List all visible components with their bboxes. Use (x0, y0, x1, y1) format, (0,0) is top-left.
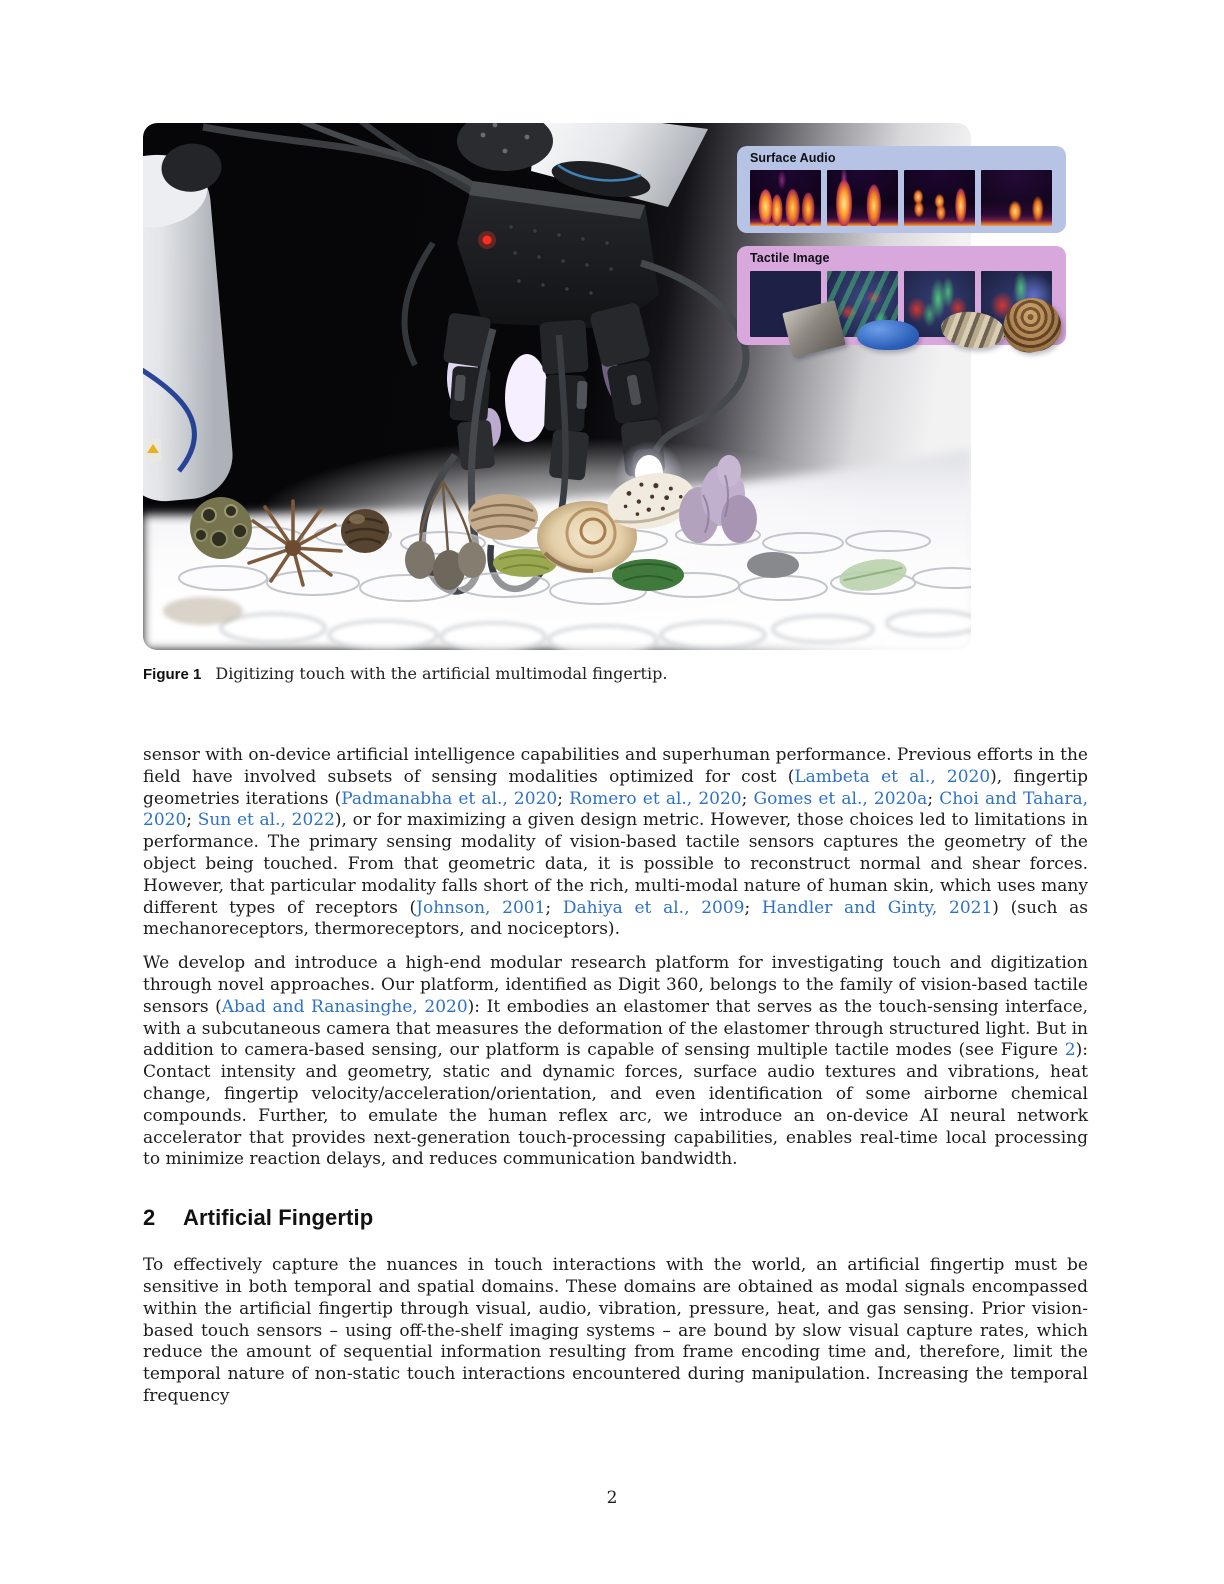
spectrogram-row (750, 170, 1052, 226)
surface-audio-panel (737, 146, 1066, 233)
paragraph-1 (143, 745, 1088, 941)
text-run: ; (557, 788, 570, 809)
paragraph-2 (143, 953, 1088, 1171)
spectrogram-thumb (904, 170, 975, 226)
citation-link[interactable]: Gomes et al., 2020a (753, 788, 928, 809)
figure-caption-text: Digitizing touch with the artificial multimodal fingertip. (215, 664, 668, 683)
tactile-image-label: Tactile Image (750, 251, 830, 265)
spectrogram-thumb (750, 170, 821, 226)
blue-cloth-object (857, 320, 919, 350)
text-run: ; (741, 788, 754, 809)
citation-link[interactable]: 2 (1064, 1040, 1076, 1061)
spectrogram-thumb (981, 170, 1052, 226)
citation-link[interactable]: Abad and Ranasinghe, 2020 (221, 996, 468, 1017)
figure-caption-label: Figure 1 (143, 666, 202, 683)
text-run: ; (744, 897, 762, 918)
section-heading (143, 1205, 1088, 1231)
section-number: 2 (143, 1205, 156, 1231)
text-run: We develop and introduce a high-end modular research platform for investigating touch and digitization through novel approaches. Our platform, identified as Digit 360, belongs to the family of vision-based tactile sensors ( (143, 953, 1088, 1017)
figure-caption (143, 664, 1088, 685)
paragraph-3 (143, 1255, 1088, 1408)
text-run: ; (545, 897, 563, 918)
citation-link[interactable]: Choi and Tahara, 2020 (143, 788, 1088, 831)
page-number: 2 (606, 1488, 618, 1508)
article-body (143, 664, 1088, 1420)
tactile-image-panel (737, 246, 1066, 345)
figure-1 (143, 123, 1066, 663)
citation-link[interactable]: Dahiya et al., 2009 (562, 897, 745, 918)
spectrogram-thumb (827, 170, 898, 226)
text-run: sensor with on-device artificial intelligence capabilities and superhuman performance. Previous efforts in the field have involved subsets of sensing modalities optimized for cost ( (143, 745, 1088, 787)
citation-link[interactable]: Lambeta et al., 2020 (794, 766, 991, 787)
section-title: Artificial Fingertip (183, 1205, 374, 1231)
text-run: ): Contact intensity and geometry, static and dynamic forces, surface audio textures and vibrations, heat change, fingertip velocity/acceleration/orientation, and even identification of some airborne chemical compounds. Further, to emulate the human reflex arc, we introduce an on-device AI neural network accelerator that provides next-generation touch-processing capabilities, enables real-time local processing to minimize reaction delays, and reduces communication bandwidth. (143, 1040, 1088, 1170)
text-run: ), or for maximizing a given design metric. However, those choices led to limitations in performance. The primary sensing modality of vision-based tactile sensors captures the geometry of the object being touched. From that geometric data, it is possible to reconstruct normal and shear forces. However, that particular modality falls short of the rich, multi-modal nature of human skin, which uses many different types of receptors ( (143, 810, 1088, 918)
text-run: ): It embodies an elastomer that serves as the touch-sensing interface, with a subcutaneous camera that measures the deformation of the elastomer through structured light. But in addition to camera-based sensing, our platform is capable of sensing multiple tactile modes (see Figure (143, 996, 1088, 1061)
citation-link[interactable]: Johnson, 2001 (416, 897, 546, 918)
surface-audio-label: Surface Audio (750, 151, 836, 165)
citation-link[interactable]: Romero et al., 2020 (569, 788, 742, 809)
text-run: ; (186, 810, 198, 831)
text-run: ) (such as mechanoreceptors, thermoreceptors, and nociceptors). (143, 897, 1088, 940)
citation-link[interactable]: Sun et al., 2022 (197, 810, 335, 831)
text-run: To effectively capture the nuances in touch interactions with the world, an artificial fingertip must be sensitive in both temporal and spatial domains. These domains are obtained as modal signals encompassed within the artificial fingertip through visual, audio, vibration, pressure, heat, and gas sensing. Prior vision-based touch sensors – using off-the-shelf imaging systems – are bound by slow visual capture rates, which reduce the amount of sequential information resulting from frame encoding time and, therefore, limit the temporal nature of non-static touch interactions encountered during manipulation. Increasing the temporal frequency (143, 1255, 1088, 1406)
citation-link[interactable]: Handler and Ginty, 2021 (761, 897, 993, 918)
text-run: ; (927, 788, 940, 809)
citation-link[interactable]: Padmanabha et al., 2020 (341, 788, 558, 809)
text-run: ), fingertip geometries iterations ( (143, 766, 1088, 809)
